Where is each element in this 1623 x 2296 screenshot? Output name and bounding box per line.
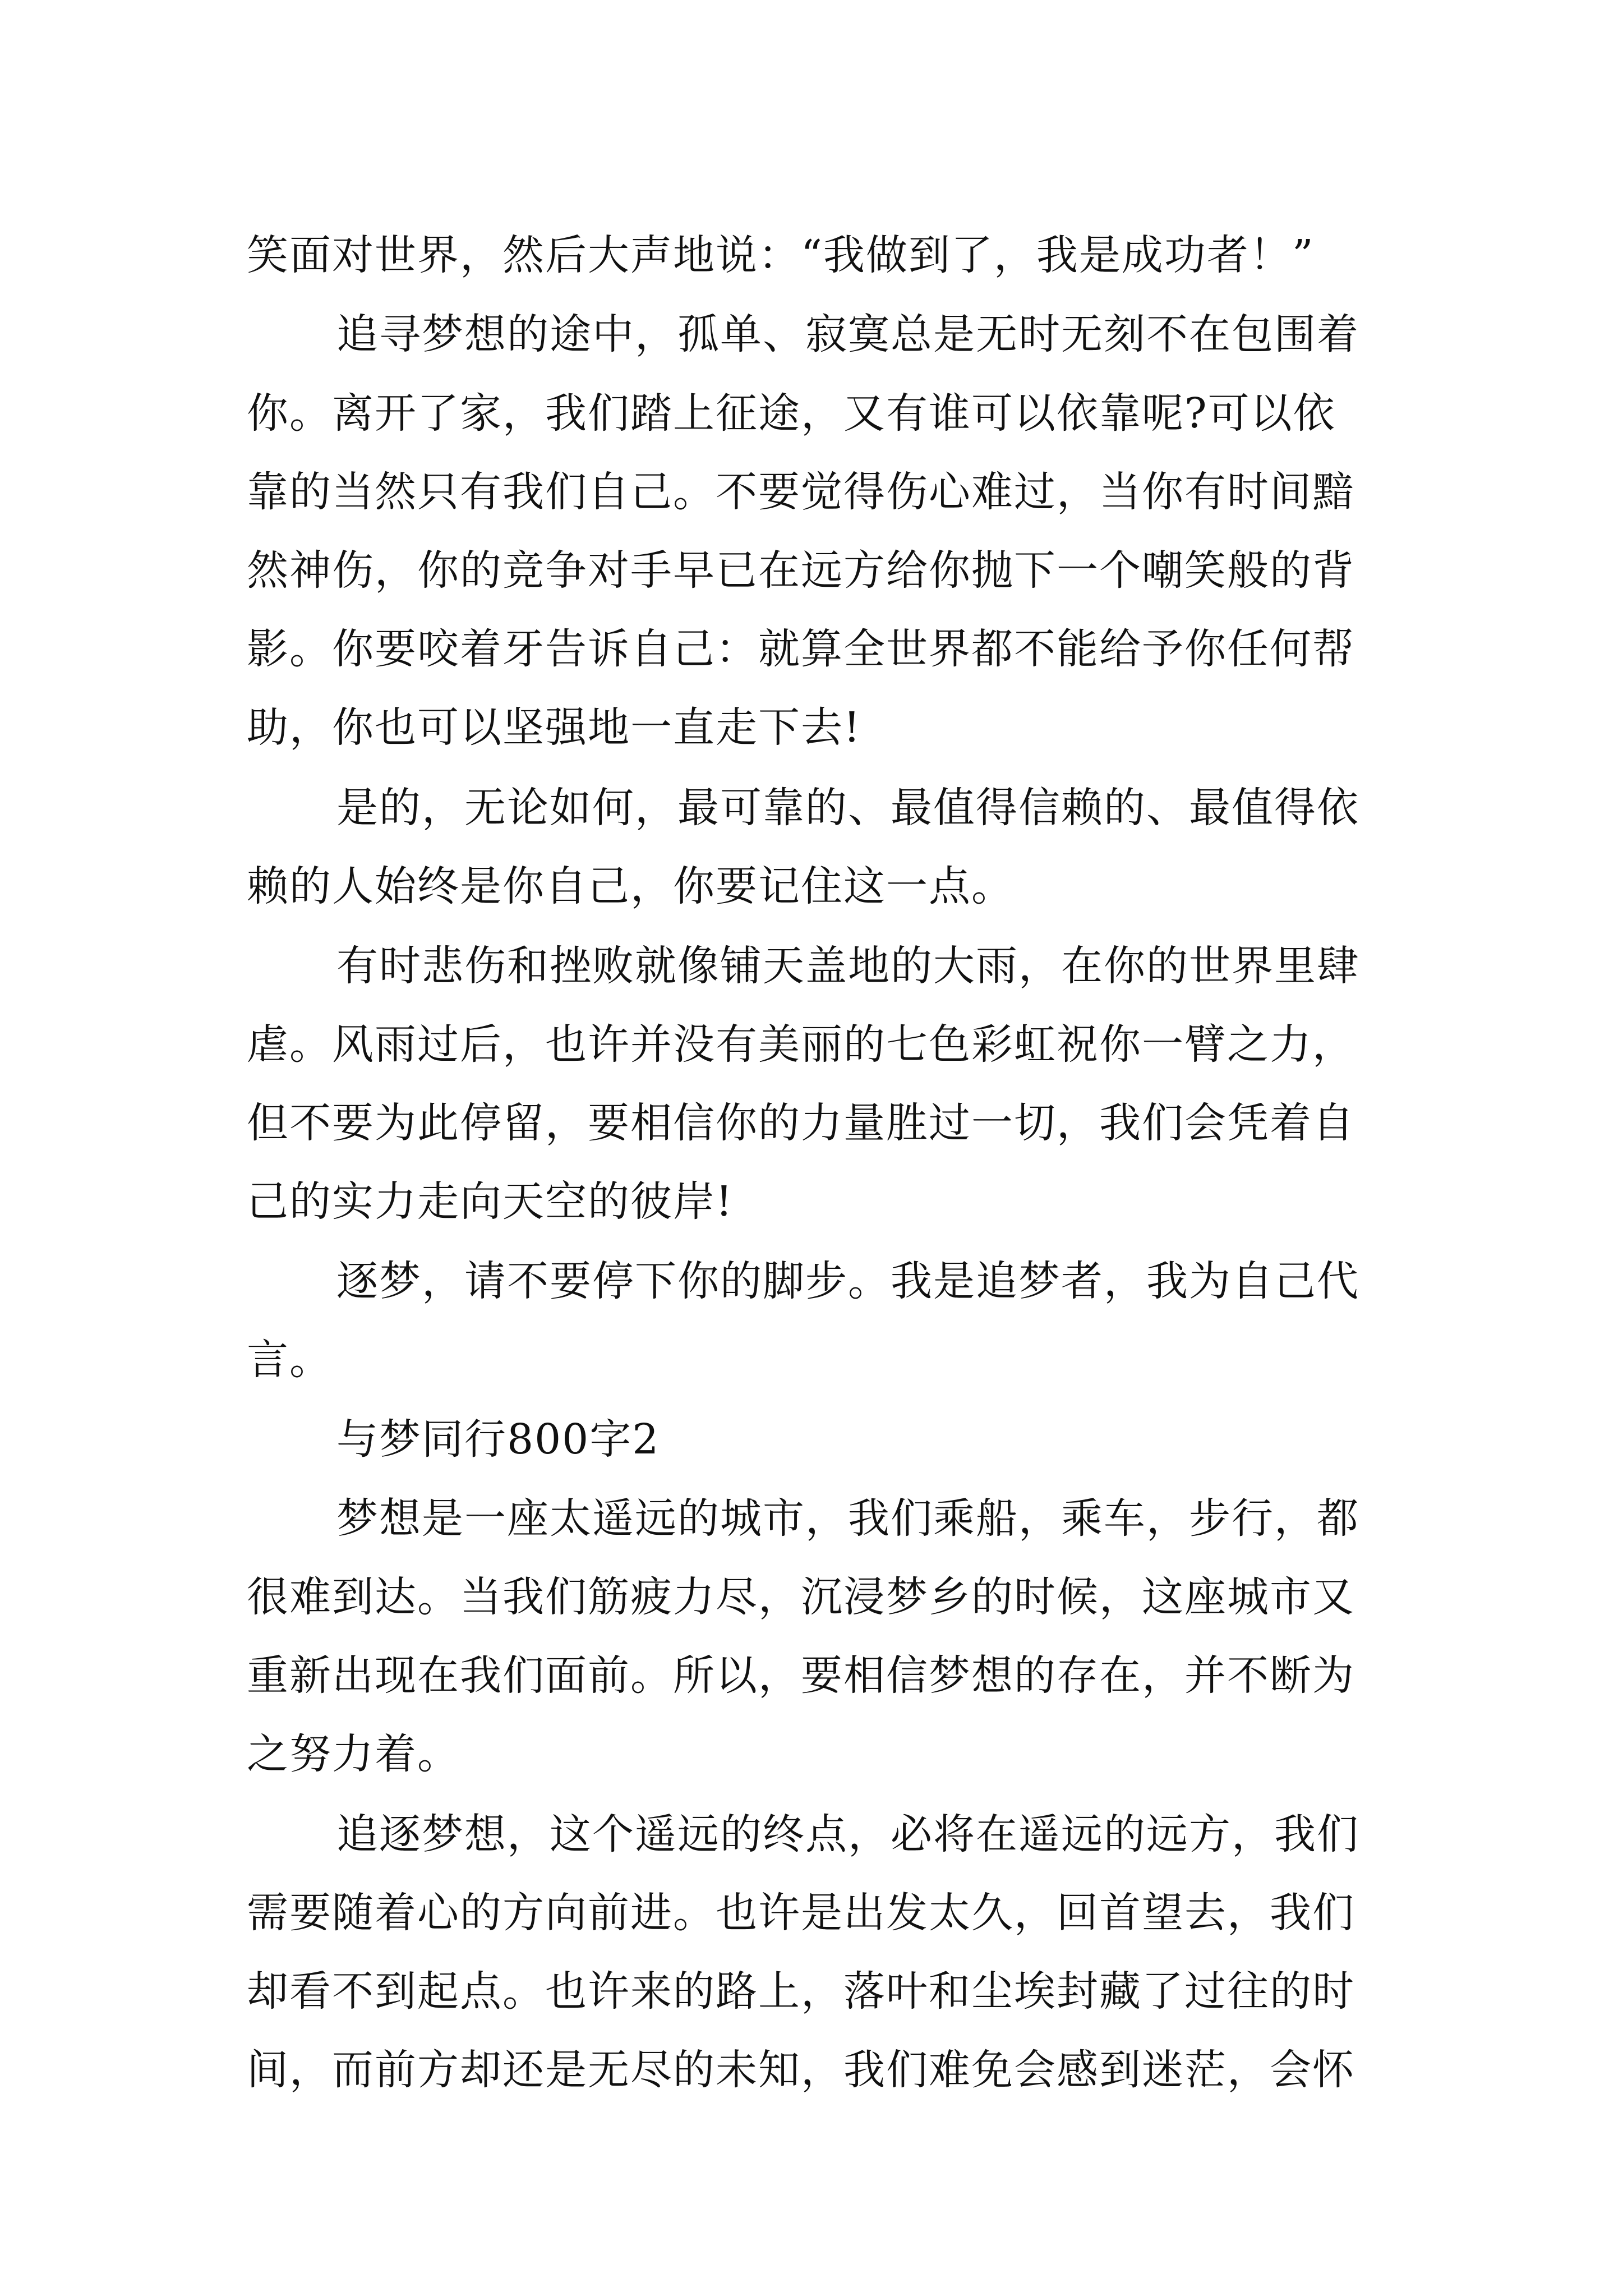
text-line: 笑面对世界，然后大声地说：“我做到了，我是成功者！”: [247, 231, 1315, 279]
text-line: 追寻梦想的途中，孤单、寂寞总是无时无刻不在包围着: [336, 310, 1359, 358]
text-line: 言。: [247, 1336, 332, 1384]
text-line: 很难到达。当我们筋疲力尽，沉浸梦乡的时候，这座城市又: [247, 1573, 1355, 1621]
text-line: 你。离开了家，我们踏上征途，又有谁可以依靠呢?可以依: [247, 389, 1336, 438]
text-line: 是的，无论如何，最可靠的、最值得信赖的、最值得依: [336, 784, 1359, 832]
text-line: 赖的人始终是你自己，你要记住这一点。: [247, 862, 1014, 910]
text-line: 但不要为此停留，要相信你的力量胜过一切，我们会凭着自: [247, 1099, 1355, 1147]
text-line: 己的实力走向天空的彼岸!: [247, 1177, 734, 1226]
text-line: 影。你要咬着牙告诉自己：就算全世界都不能给予你任何帮: [247, 625, 1355, 673]
text-line: 梦想是一座太遥远的城市，我们乘船，乘车，步行，都: [336, 1494, 1359, 1543]
text-line: 却看不到起点。也许来的路上，落叶和尘埃封藏了过往的时: [247, 1967, 1355, 2016]
text-line: 靠的当然只有我们自己。不要觉得伤心难过，当你有时间黯: [247, 468, 1355, 516]
text-line: 间，而前方却还是无尽的未知，我们难免会感到迷茫，会怀: [247, 2046, 1355, 2094]
text-line: 之努力着。: [247, 1730, 460, 1778]
text-line: 虐。风雨过后，也许并没有美丽的七色彩虹祝你一臂之力，: [247, 1020, 1355, 1069]
text-line: 重新出现在我们面前。所以，要相信梦想的存在，并不断为: [247, 1651, 1355, 1700]
text-line: 追逐梦想，这个遥远的终点，必将在遥远的远方，我们: [336, 1810, 1359, 1858]
text-line: 然神伤，你的竞争对手早已在远方给你抛下一个嘲笑般的背: [247, 546, 1355, 595]
text-line: 有时悲伤和挫败就像铺天盖地的大雨，在你的世界里肆: [336, 942, 1359, 990]
text-line: 需要随着心的方向前进。也许是出发太久，回首望去，我们: [247, 1889, 1355, 1937]
section-heading: 与梦同行800字2: [336, 1415, 660, 1464]
text-line: 逐梦，请不要停下你的脚步。我是追梦者，我为自己代: [336, 1257, 1359, 1305]
text-line: 助，你也可以坚强地一直走下去!: [247, 703, 861, 752]
